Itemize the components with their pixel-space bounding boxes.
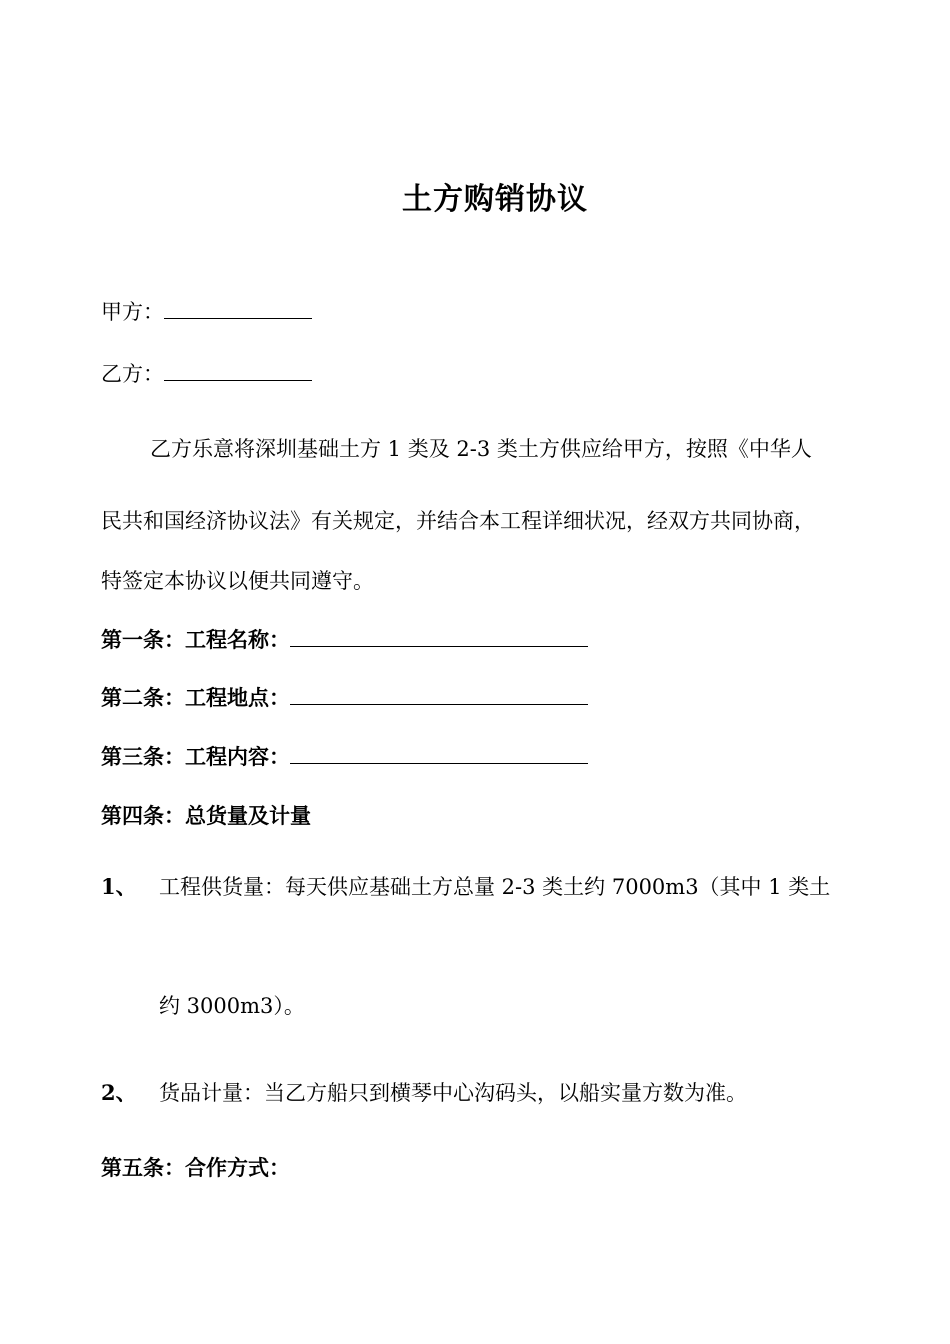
article-4-heading: 第四条：总货量及计量 xyxy=(101,803,311,828)
article-2-label: 第二条：工程地点： xyxy=(101,685,290,710)
article-1-label: 第一条：工程名称： xyxy=(101,627,290,652)
party-a-blank xyxy=(164,298,312,319)
document-title: 土方购销协议 xyxy=(402,182,588,217)
article-5-heading: 第五条：合作方式： xyxy=(101,1155,290,1180)
item-1-line-1 xyxy=(101,873,830,901)
item-2-number: 2、 xyxy=(101,1080,137,1105)
project-content-blank xyxy=(290,743,588,764)
party-a-label: 甲方： xyxy=(101,300,164,324)
item-2-line xyxy=(101,1079,747,1107)
intro-line-3: 特签定本协议以便共同遵守。 xyxy=(101,569,374,593)
item-1-text-1: 工程供货量：每天供应基础土方总量 2-3 类土约 7000m3（其中 1 类土 xyxy=(159,875,831,899)
article-3-label: 第三条：工程内容： xyxy=(101,744,290,769)
item-1-line-2: 约 3000m3）。 xyxy=(159,994,305,1018)
article-1-line xyxy=(101,626,588,654)
item-1-number: 1、 xyxy=(101,874,137,899)
intro-line-2: 民共和国经济协议法》有关规定，并结合本工程详细状况，经双方共同协商， xyxy=(101,509,815,533)
party-a-line xyxy=(101,298,312,326)
item-2-text: 货品计量：当乙方船只到横琴中心沟码头，以船实量方数为准。 xyxy=(159,1081,747,1105)
party-b-blank xyxy=(164,360,312,381)
article-2-line xyxy=(101,684,588,712)
intro-line-1: 乙方乐意将深圳基础土方 1 类及 2-3 类土方供应给甲方，按照《中华人 xyxy=(150,437,812,461)
article-3-line xyxy=(101,743,588,771)
project-name-blank xyxy=(290,626,588,647)
project-location-blank xyxy=(290,684,588,705)
party-b-label: 乙方： xyxy=(101,362,164,386)
party-b-line xyxy=(101,360,312,388)
